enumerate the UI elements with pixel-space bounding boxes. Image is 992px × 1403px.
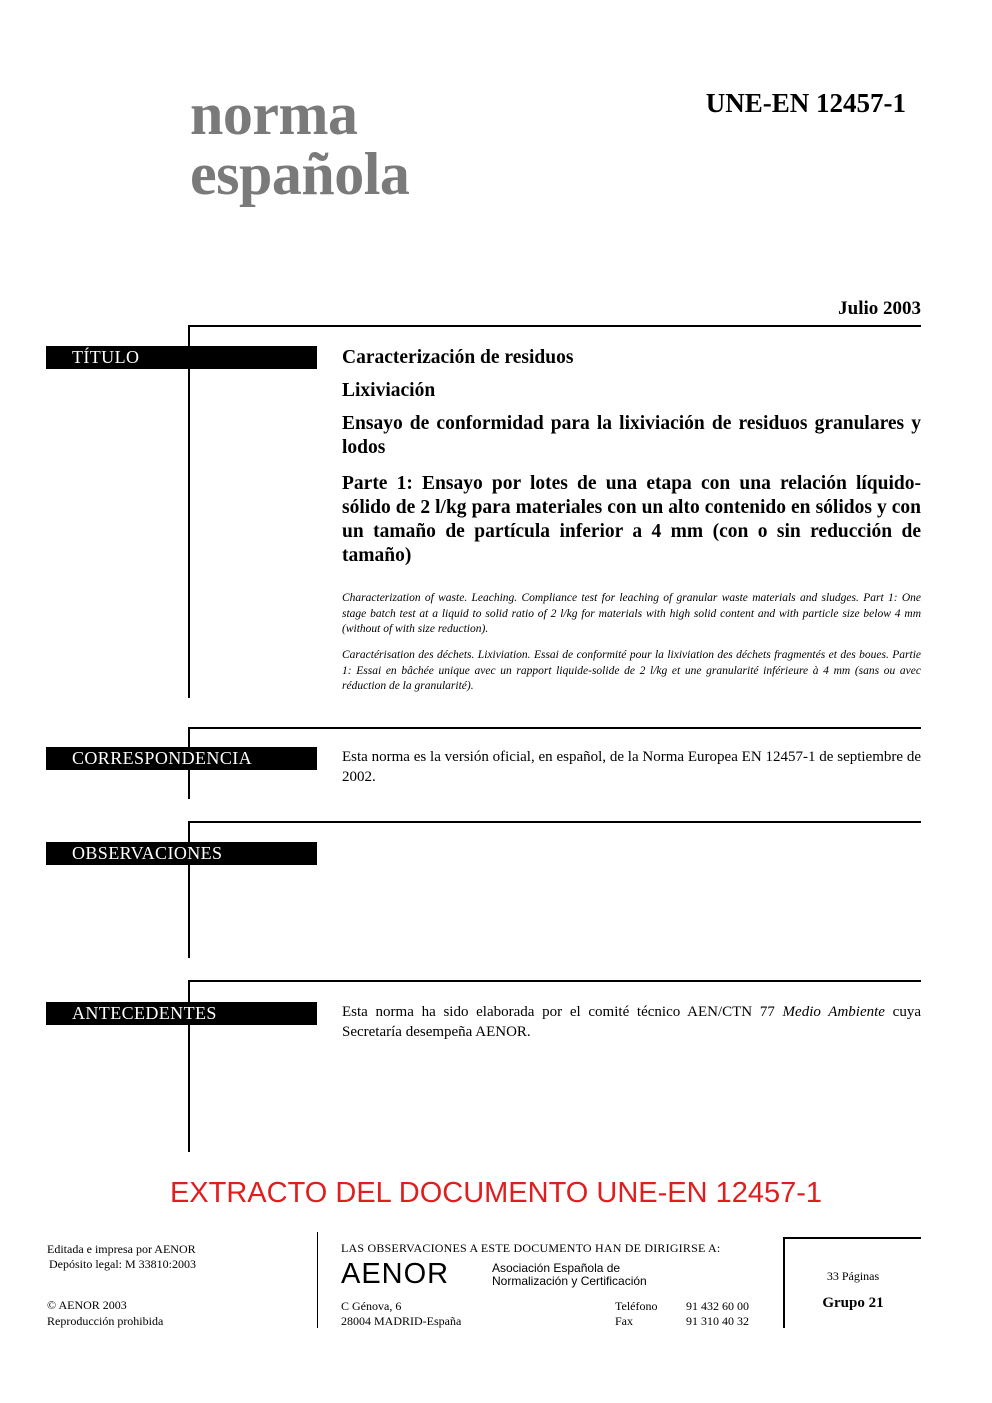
fax-value: 91 310 40 32 xyxy=(686,1314,749,1328)
label-observaciones: OBSERVACIONES xyxy=(46,842,317,865)
title-line-1: Caracterización de residuos xyxy=(342,347,574,368)
aenor-association xyxy=(492,1262,647,1288)
brand-espanola: española xyxy=(190,141,410,207)
assoc-line-1: Asociación Española de xyxy=(492,1261,621,1275)
antecedentes-text-b: cuya Secretaría desempeña AENOR. xyxy=(342,1004,921,1040)
phone-label: Teléfono xyxy=(615,1299,658,1313)
phone-value: 91 432 60 00 xyxy=(686,1299,749,1313)
footer-divider xyxy=(317,1232,318,1328)
price-group: Grupo 21 xyxy=(822,1295,884,1311)
title-english: Characterization of waste. Leaching. Compliance test for leaching of granular waste materials and sludges. Part 1: One stage batch test at a liquid to solid ratio of 2 l/kg for materials with high solid content and with particle size below 4 mm (without of with size reduction). xyxy=(342,592,921,635)
section-rule-observaciones xyxy=(188,821,921,823)
footer-reproduction: Reproducción prohibida xyxy=(47,1314,164,1328)
footer-observations-heading: LAS OBSERVACIONES A ESTE DOCUMENTO HAN DE DIRIGIRSE A: xyxy=(341,1241,721,1255)
section-rule-titulo xyxy=(188,325,921,327)
title-line-4: Parte 1: Ensayo por lotes de una etapa con una relación líquido-sólido de 2 l/kg para materiales con un alto contenido en sólidos y con un tamaño de partícula inferior a 4 mm (con o sin reducción de tamaño) xyxy=(342,473,921,566)
section-rule-antecedentes xyxy=(188,980,921,982)
pages-box-top xyxy=(783,1237,921,1239)
fax-label: Fax xyxy=(615,1314,633,1328)
label-titulo: TÍTULO xyxy=(46,346,317,369)
label-antecedentes: ANTECEDENTES xyxy=(46,1002,317,1025)
antecedentes-text xyxy=(342,1002,921,1042)
brand-norma: norma xyxy=(190,81,358,147)
assoc-line-2: Normalización y Certificación xyxy=(492,1274,647,1288)
section-vrule-titulo xyxy=(188,325,190,698)
footer-edited: Editada e impresa por AENOR xyxy=(47,1242,196,1256)
antecedentes-committee: Medio Ambiente xyxy=(782,1004,885,1020)
address-line-1: C Génova, 6 xyxy=(341,1299,402,1313)
antecedentes-text-a: Esta norma ha sido elaborada por el comité técnico AEN/CTN 77 xyxy=(342,1004,783,1020)
title-line-3: Ensayo de conformidad para la lixiviación de residuos granulares y lodos xyxy=(342,413,921,458)
address-line-2: 28004 MADRID-España xyxy=(341,1314,462,1328)
footer-copyright: © AENOR 2003 xyxy=(47,1298,127,1312)
extract-notice: EXTRACTO DEL DOCUMENTO UNE-EN 12457-1 xyxy=(169,1177,823,1209)
title-line-2: Lixiviación xyxy=(342,380,436,401)
page-count: 33 Páginas xyxy=(826,1269,880,1283)
title-french: Caractérisation des déchets. Lixiviation. Essai de conformité pour la lixiviation des déchets fragmentés et des boues. Partie 1: Essai en bâchée unique avec un rapport liquide-solide de 2 l/kg et une granularité inférieure à 4 mm (sans ou avec réduction de la granularité). xyxy=(342,649,921,692)
aenor-logo: AENOR xyxy=(341,1258,450,1290)
standard-code: UNE-EN 12457-1 xyxy=(705,88,906,118)
publication-date: Julio 2003 xyxy=(838,298,921,319)
section-rule-correspondencia xyxy=(188,727,921,729)
footer-deposit: Depósito legal: M 33810:2003 xyxy=(49,1257,196,1271)
correspondencia-text: Esta norma es la versión oficial, en español, de la Norma Europea EN 12457-1 de septiembre de 2002. xyxy=(342,749,921,785)
label-correspondencia: CORRESPONDENCIA xyxy=(46,747,317,770)
